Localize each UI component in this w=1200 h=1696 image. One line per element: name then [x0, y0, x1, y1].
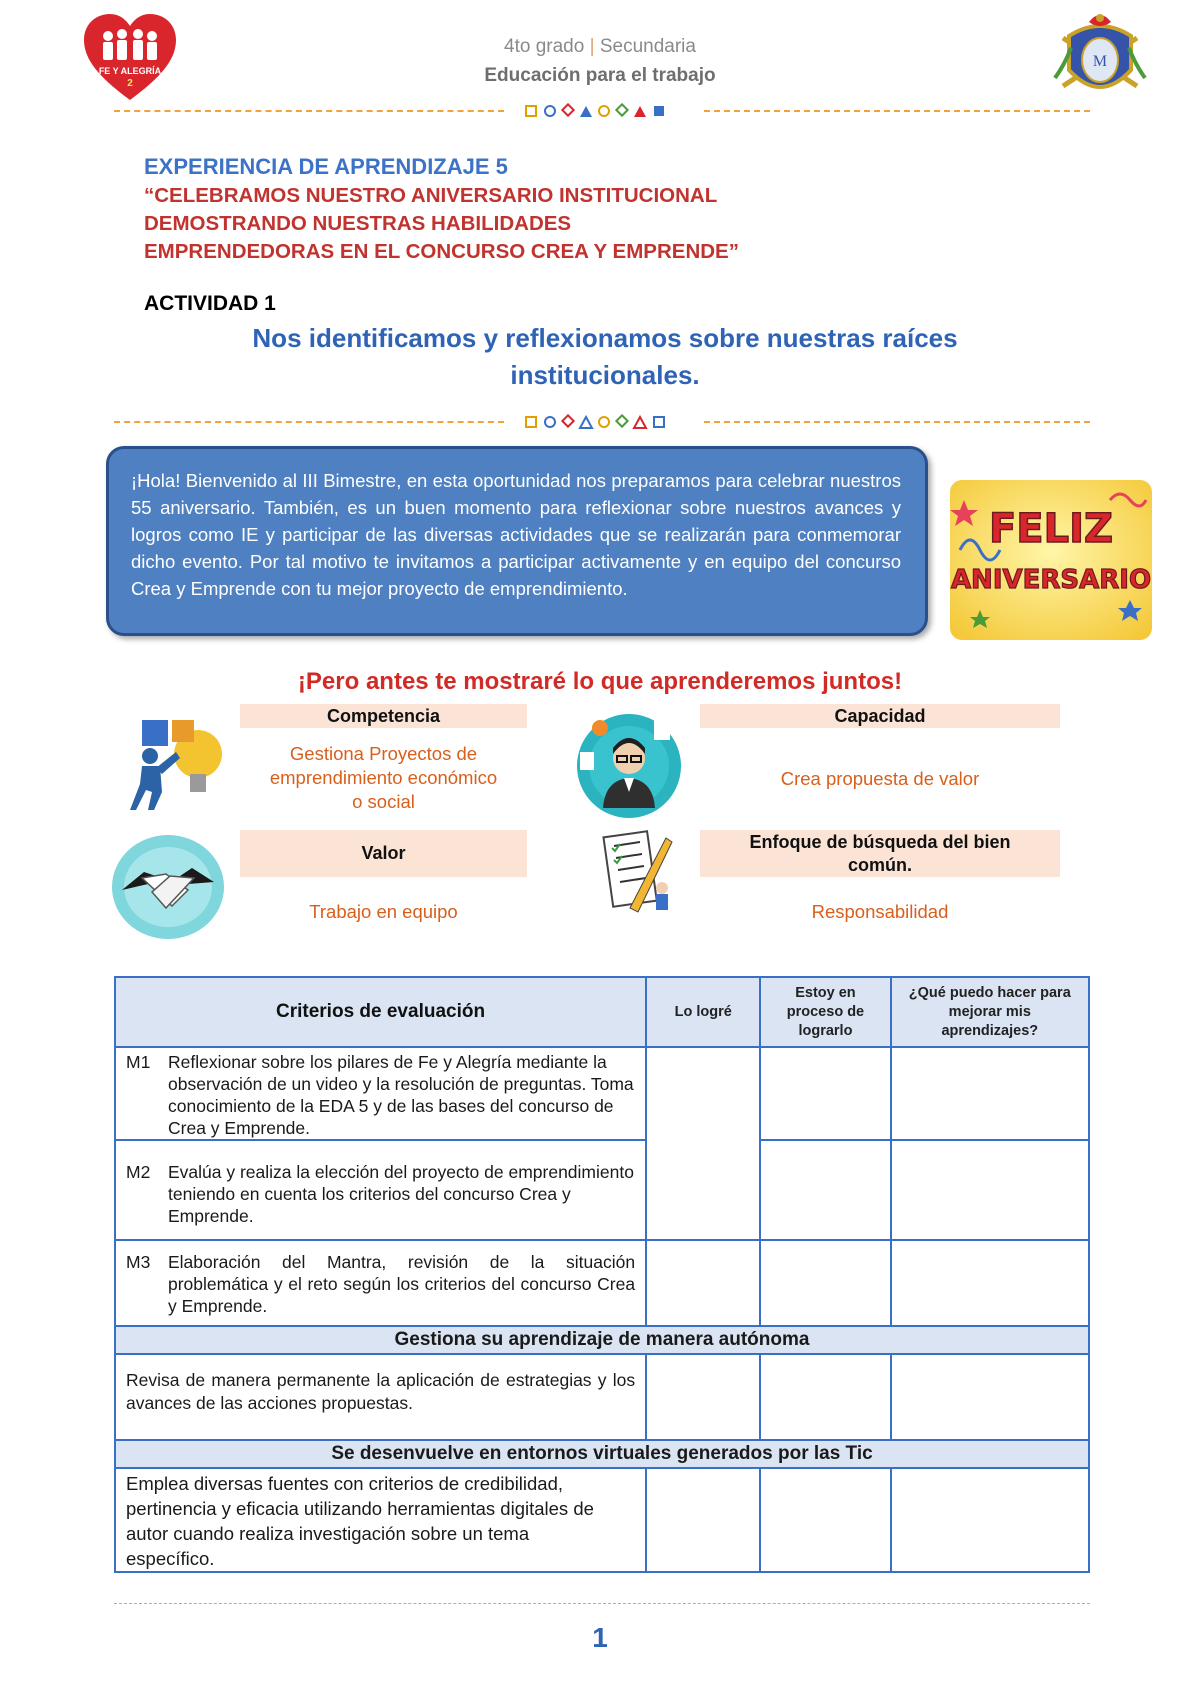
svg-text:M: M: [1092, 53, 1108, 70]
proceso-cell[interactable]: [760, 1047, 890, 1140]
capacidad-value: Crea propuesta de valor: [780, 768, 980, 789]
table-row: [115, 1240, 1089, 1326]
svg-text:ANIVERSARIO: ANIVERSARIO: [950, 565, 1152, 595]
checklist-icon: [600, 828, 680, 914]
table-row: [115, 1468, 1089, 1572]
learn-title: ¡Pero antes te mostraré lo que aprenderemos juntos!: [297, 668, 903, 695]
mejorar-cell[interactable]: [891, 1240, 1089, 1326]
section-divider: [114, 416, 1090, 428]
row-code: M3: [126, 1252, 151, 1272]
row-text: Reflexionar sobre los pilares de Fe y Alegría mediante la observación de un video y la resolución de preguntas. Toma conocimiento de la EDA 5 y de las bases del concurso de Crea y Emprende.: [168, 1052, 634, 1138]
enfoque-value: Responsabilidad: [811, 901, 949, 922]
logre-cell[interactable]: [646, 1354, 760, 1440]
mejorar-cell[interactable]: [891, 1140, 1089, 1240]
competencia-label: Competencia: [240, 704, 527, 728]
handshake-icon: [108, 832, 228, 942]
page-number: 1: [592, 1622, 608, 1653]
row-code: M1: [126, 1052, 151, 1072]
svg-text:FELIZ: FELIZ: [988, 506, 1114, 552]
logre-cell[interactable]: [646, 1240, 760, 1326]
row-text: Evalúa y realiza la elección del proyecto de emprendimiento teniendo en cuenta los criterios del concurso Crea y Emprende.: [168, 1162, 634, 1226]
band-autonomous: Gestiona su aprendizaje de manera autónoma: [115, 1326, 1089, 1354]
puzzle-idea-icon: [120, 712, 228, 812]
header-criteria: Criterios de evaluación: [115, 977, 646, 1047]
header-divider: [114, 105, 1090, 117]
band-virtual: Se desenvuelve en entornos virtuales generados por las Tic: [115, 1440, 1089, 1468]
row-text: Elaboración del Mantra, revisión de la situación problemática y el reto según los criterios del concurso Crea y Emprende.: [168, 1252, 636, 1316]
mejorar-cell[interactable]: [891, 1468, 1089, 1572]
enfoque-label: Enfoque de búsqueda del bien común.: [700, 830, 1060, 877]
svg-text:FE Y ALEGRÍA: FE Y ALEGRÍA: [98, 66, 162, 76]
teacher-icon: [570, 708, 688, 820]
proceso-cell[interactable]: [760, 1140, 890, 1240]
table-row: [115, 1354, 1089, 1440]
mejorar-cell[interactable]: [891, 1354, 1089, 1440]
logre-cell[interactable]: [646, 1468, 760, 1572]
row-text: Emplea diversas fuentes con criterios de credibilidad, pertinencia y eficacia utilizando herramientas digitales de autor cuando realiza investigación sobre un tema específico.: [126, 1473, 594, 1569]
table-row: [115, 1140, 1089, 1240]
experience-title: EXPERIENCIA DE APRENDIZAJE 5: [144, 154, 508, 179]
footer-divider: [114, 1603, 1090, 1604]
activity-title: Nos identificamos y reflexionamos sobre nuestras raíces institucionales.: [252, 323, 958, 390]
logre-cell[interactable]: [646, 1047, 760, 1240]
capacidad-label: Capacidad: [700, 704, 1060, 728]
activity-label: ACTIVIDAD 1: [144, 292, 276, 315]
feliz-aniversario-image: [950, 480, 1152, 640]
valor-value: Trabajo en equipo: [309, 901, 458, 922]
competencia-value: Gestiona Proyectos de emprendimiento económico o social: [269, 743, 498, 812]
proceso-cell[interactable]: [760, 1354, 890, 1440]
row-text: Revisa de manera permanente la aplicación de estrategias y los avances de las acciones propuestas.: [126, 1370, 636, 1413]
header-mejorar: ¿Qué puedo hacer para mejorar mis aprendizajes?: [891, 977, 1089, 1047]
row-code: M2: [126, 1162, 151, 1182]
header-proceso: Estoy en proceso de lograrlo: [760, 977, 890, 1047]
evaluation-table: [114, 976, 1090, 1573]
intro-box: ¡Hola! Bienvenido al III Bimestre, en esta oportunidad nos preparamos para celebrar nuestros 55 aniversario. También, es un buen momento para reflexionar sobre nuestros avances y logros como IE y participar de las diversas actividades que se realizarán para conmemorar dicho evento. Por tal motivo te invitamos a participar activamente y en equipo del concurso Crea y Emprende con tu mejor proyecto de emprendimiento.: [106, 446, 928, 636]
proceso-cell[interactable]: [760, 1240, 890, 1326]
header-subject: Educación para el trabajo: [484, 65, 716, 86]
experience-subtitle: “CELEBRAMOS NUESTRO ANIVERSARIO INSTITUCIONAL DEMOSTRANDO NUESTRAS HABILIDADES EMPRENDEDORAS EN EL CONCURSO CREA Y EMPRENDE”: [144, 184, 739, 263]
table-row: [115, 1047, 1089, 1140]
header-logre: Lo logré: [646, 977, 760, 1047]
proceso-cell[interactable]: [760, 1468, 890, 1572]
valor-label: Valor: [240, 830, 527, 877]
mejorar-cell[interactable]: [891, 1047, 1089, 1140]
header-grade: 4to grado | Secundaria: [504, 36, 696, 57]
svg-text:2: 2: [127, 78, 133, 89]
school-crest: [1045, 8, 1155, 116]
